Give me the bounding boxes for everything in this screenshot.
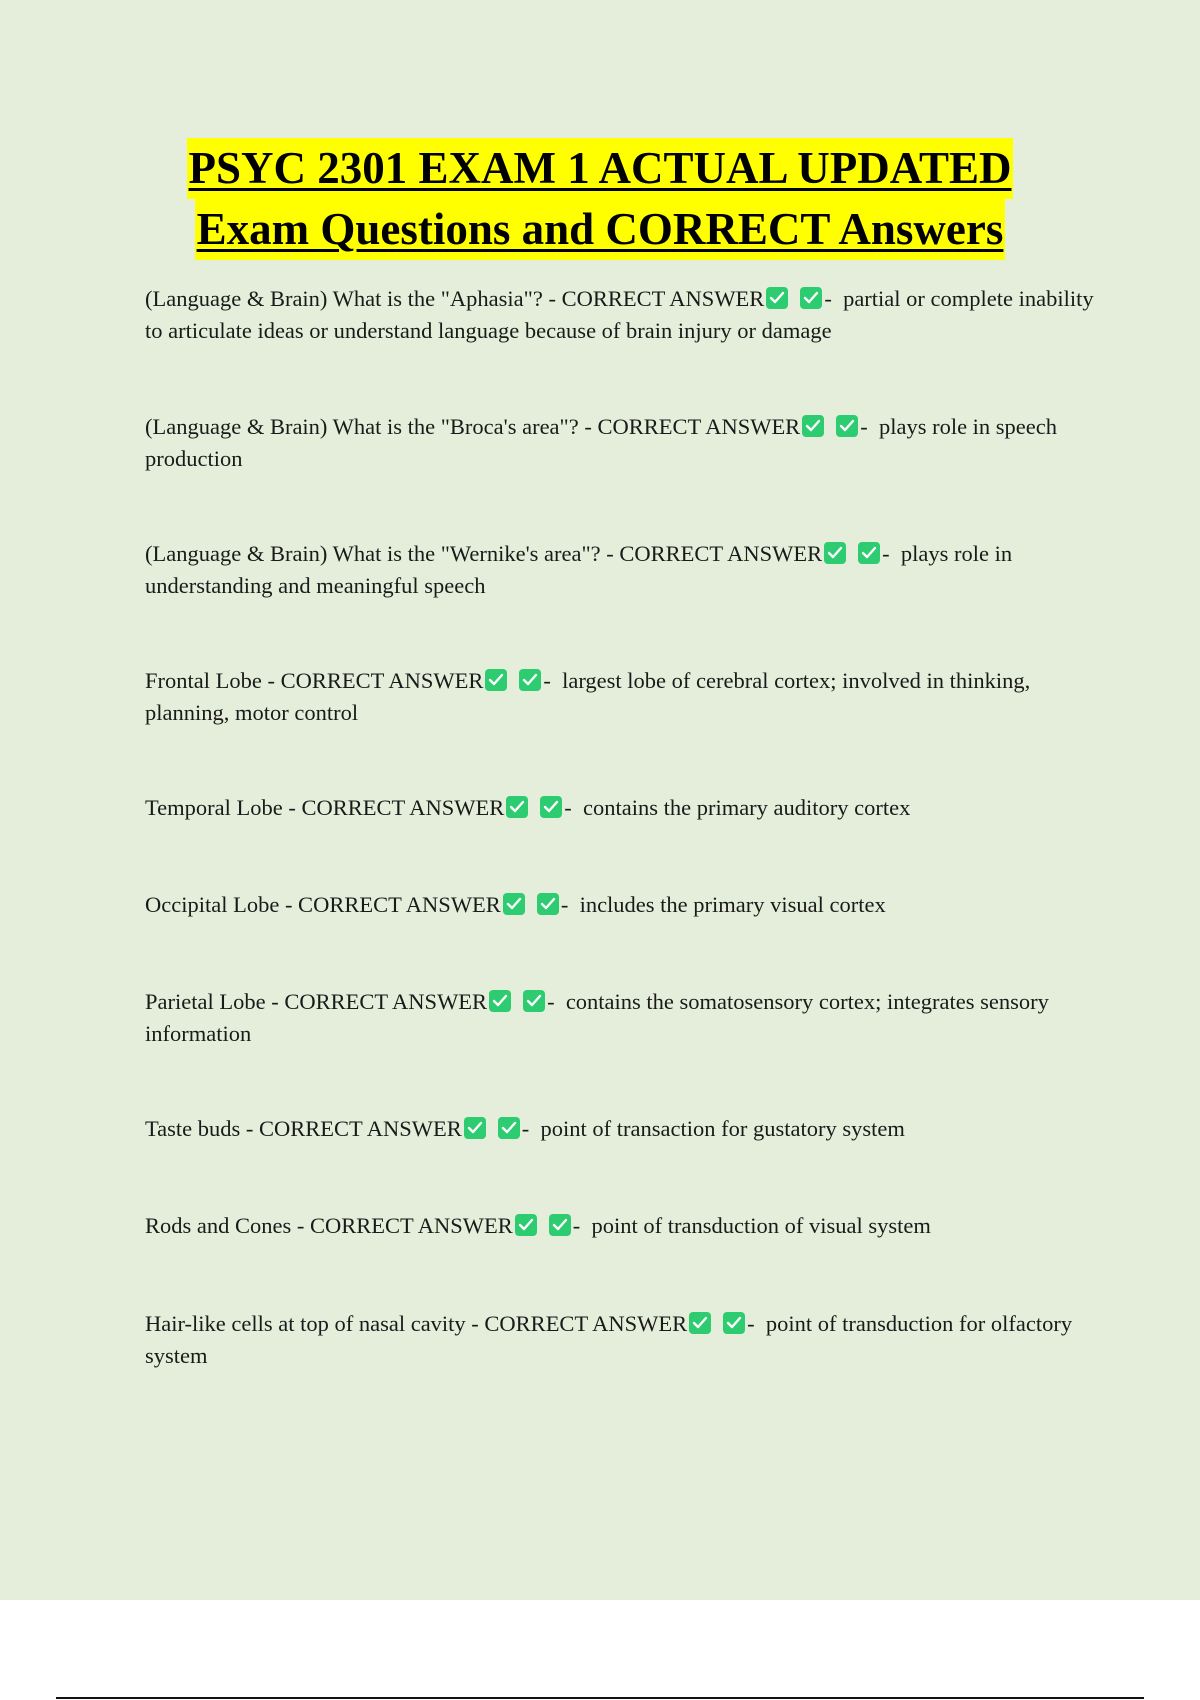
check-mark-icon	[689, 1312, 711, 1334]
answer-text: largest lobe of cerebral cortex; involved in thinking, planning, motor control	[145, 668, 1031, 725]
question-text: Frontal Lobe - CORRECT ANSWER	[145, 668, 484, 693]
separator: -	[860, 414, 868, 439]
qa-item-9	[145, 1210, 1095, 1242]
qa-item-4	[145, 665, 1095, 729]
question-text: Hair-like cells at top of nasal cavity - CORRECT ANSWER	[145, 1311, 688, 1336]
question-text: Taste buds - CORRECT ANSWER	[145, 1116, 462, 1141]
qa-item-5	[145, 792, 1095, 824]
qa-item-6	[145, 889, 1095, 921]
check-mark-icon	[489, 990, 511, 1012]
answer-text: point of transduction for olfactory system	[145, 1311, 1073, 1368]
answer-text: plays role in understanding and meaningful speech	[145, 541, 1013, 598]
separator: -	[572, 1213, 581, 1238]
answer-text: contains the primary auditory cortex	[582, 795, 911, 820]
question-text: (Language & Brain) What is the "Aphasia"? - CORRECT ANSWER	[145, 286, 765, 311]
answer-text: plays role in speech production	[145, 414, 1058, 471]
qa-item-1	[145, 283, 1095, 347]
question-text: (Language & Brain) What is the "Wernike's area"? - CORRECT ANSWER	[145, 541, 823, 566]
check-mark-icon	[540, 796, 562, 818]
answer-text: contains the somatosensory cortex; integrates sensory information	[145, 989, 1049, 1046]
check-mark-icon	[824, 542, 846, 564]
question-text: Rods and Cones - CORRECT ANSWER	[145, 1213, 513, 1238]
document-title	[0, 138, 1200, 260]
check-mark-icon	[464, 1117, 486, 1139]
qa-item-8	[145, 1113, 1095, 1145]
check-mark-icon	[503, 893, 525, 915]
check-mark-icon	[506, 796, 528, 818]
separator: -	[882, 541, 890, 566]
question-text: Parietal Lobe - CORRECT ANSWER	[145, 989, 488, 1014]
answer-text: partial or complete inability to articulate ideas or understand language because of brain injury or damage	[145, 286, 1094, 343]
check-mark-icon	[836, 415, 858, 437]
separator: -	[564, 795, 572, 820]
question-text: (Language & Brain) What is the "Broca's area"? - CORRECT ANSWER	[145, 414, 801, 439]
check-mark-icon	[498, 1117, 520, 1139]
separator: -	[547, 989, 555, 1014]
separator: -	[747, 1311, 755, 1336]
check-mark-icon	[802, 415, 824, 437]
check-mark-icon	[515, 1214, 537, 1236]
qa-item-3	[145, 538, 1095, 602]
separator: -	[824, 286, 832, 311]
qa-item-7	[145, 986, 1095, 1050]
separator: -	[521, 1116, 530, 1141]
check-mark-icon	[485, 669, 507, 691]
answer-text: includes the primary visual cortex	[579, 892, 886, 917]
question-text: Occipital Lobe - CORRECT ANSWER	[145, 892, 501, 917]
check-mark-icon	[537, 893, 559, 915]
check-mark-icon	[723, 1312, 745, 1334]
title-line-1: PSYC 2301 EXAM 1 ACTUAL UPDATED	[187, 138, 1014, 199]
separator: -	[543, 668, 551, 693]
qa-item-2	[145, 411, 1095, 475]
check-mark-icon	[766, 287, 788, 309]
footer-rule	[56, 1697, 1144, 1699]
check-mark-icon	[523, 990, 545, 1012]
check-mark-icon	[519, 669, 541, 691]
check-mark-icon	[800, 287, 822, 309]
answer-text: point of transduction of visual system	[591, 1213, 931, 1238]
check-mark-icon	[858, 542, 880, 564]
answer-text: point of transaction for gustatory system	[540, 1116, 905, 1141]
qa-item-10	[145, 1308, 1095, 1372]
title-line-2: Exam Questions and CORRECT Answers	[195, 199, 1006, 260]
check-mark-icon	[549, 1214, 571, 1236]
question-text: Temporal Lobe - CORRECT ANSWER	[145, 795, 505, 820]
separator: -	[560, 892, 569, 917]
